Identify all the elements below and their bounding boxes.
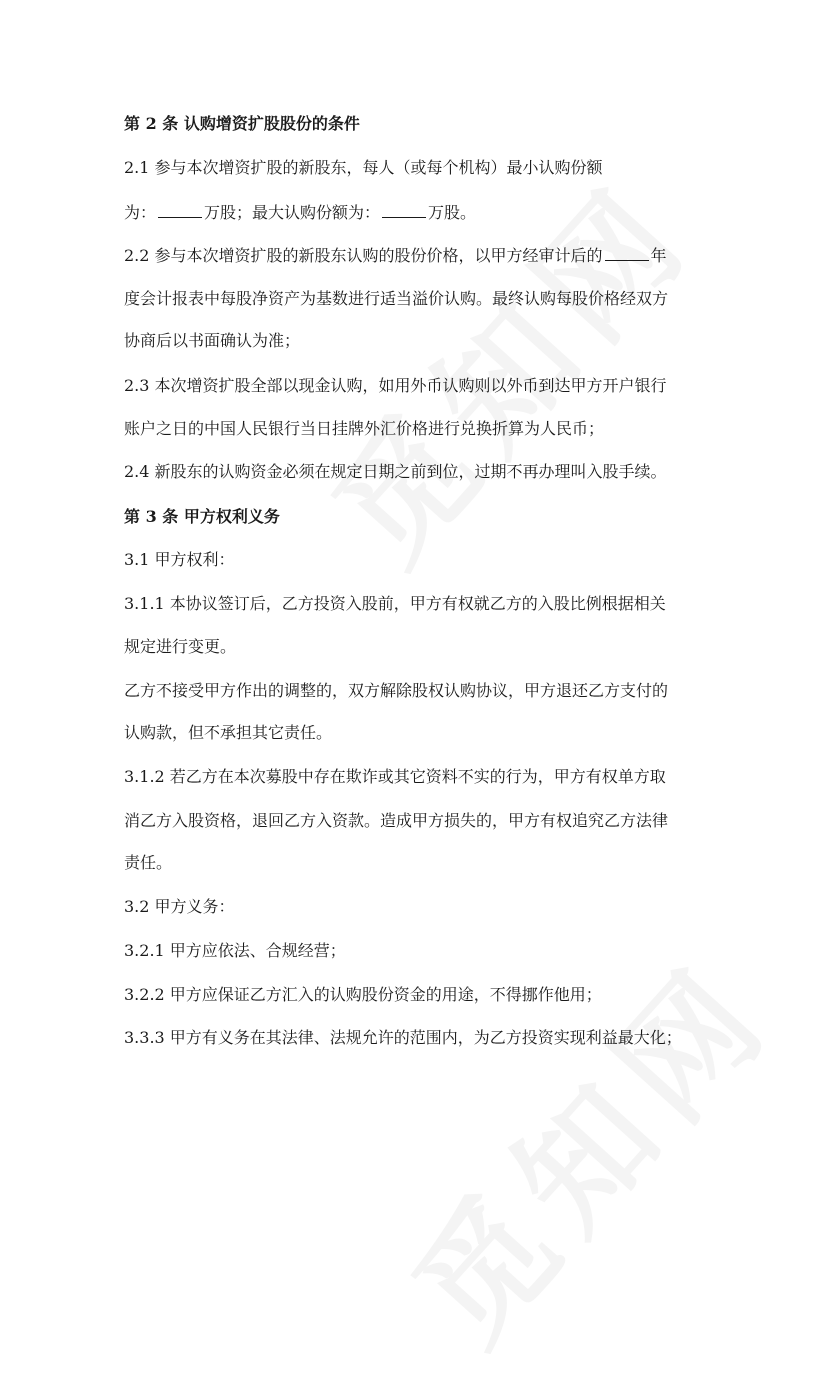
paragraph: 3.2.2 甲方应保证乙方汇入的认购股份资金的用途，不得挪作他用； xyxy=(124,985,602,1004)
paragraph xyxy=(124,203,476,223)
paragraph: 3.1.2 若乙方在本次募股中存在欺诈或其它资料不实的行为，甲方有权单方取 xyxy=(124,767,666,786)
paragraph: 协商后以书面确认为准； xyxy=(124,331,301,350)
text-span: 2.2 参与本次增资扩股的新股东认购的股份价格，以甲方经审计后的 xyxy=(124,246,603,265)
paragraph: 3.2.1 甲方应依法、合规经营； xyxy=(124,941,346,960)
paragraph: 3.1.1 本协议签订后，乙方投资入股前，甲方有权就乙方的入股比例根据相关 xyxy=(124,594,666,613)
paragraph: 2.1 参与本次增资扩股的新股东，每人（或每个机构）最小认购份额 xyxy=(124,158,603,177)
paragraph: 度会计报表中每股净资产为基数进行适当溢价认购。最终认购每股价格经双方 xyxy=(124,289,669,308)
fill-in-blank xyxy=(158,203,202,218)
paragraph: 3.2 甲方义务： xyxy=(124,897,235,916)
paragraph: 账户之日的中国人民银行当日挂牌外汇价格进行兑换折算为人民币； xyxy=(124,419,605,438)
paragraph: 3.3.3 甲方有义务在其法律、法规允许的范围内，为乙方投资实现利益最大化； xyxy=(124,1028,682,1047)
paragraph: 规定进行变更。 xyxy=(124,637,237,656)
text-span: 为： xyxy=(124,203,157,222)
text-span: 万股。 xyxy=(428,203,477,222)
paragraph: 2.3 本次增资扩股全部以现金认购，如用外币认购则以外币到达甲方开户银行 xyxy=(124,376,667,395)
paragraph: 消乙方入股资格，退回乙方入资款。造成甲方损失的，甲方有权追究乙方法律 xyxy=(124,811,669,830)
watermark xyxy=(364,914,806,1376)
fill-in-blank xyxy=(382,203,426,218)
paragraph: 2.4 新股东的认购资金必须在规定日期之前到位，过期不再办理叫入股手续。 xyxy=(124,462,667,481)
section-heading-2: 第 2 条 认购增资扩股股份的条件 xyxy=(124,114,360,133)
paragraph: 责任。 xyxy=(124,853,173,872)
paragraph xyxy=(124,246,667,266)
paragraph: 认购款，但不承担其它责任。 xyxy=(124,723,333,742)
text-span: 年 xyxy=(650,246,667,265)
fill-in-blank xyxy=(605,246,649,261)
paragraph: 3.1 甲方权利： xyxy=(124,550,235,569)
text-span: 万股；最大认购份额为： xyxy=(204,203,381,222)
paragraph: 乙方不接受甲方作出的调整的，双方解除股权认购协议，甲方退还乙方支付的 xyxy=(124,681,669,700)
section-heading-3: 第 3 条 甲方权利义务 xyxy=(124,507,280,526)
